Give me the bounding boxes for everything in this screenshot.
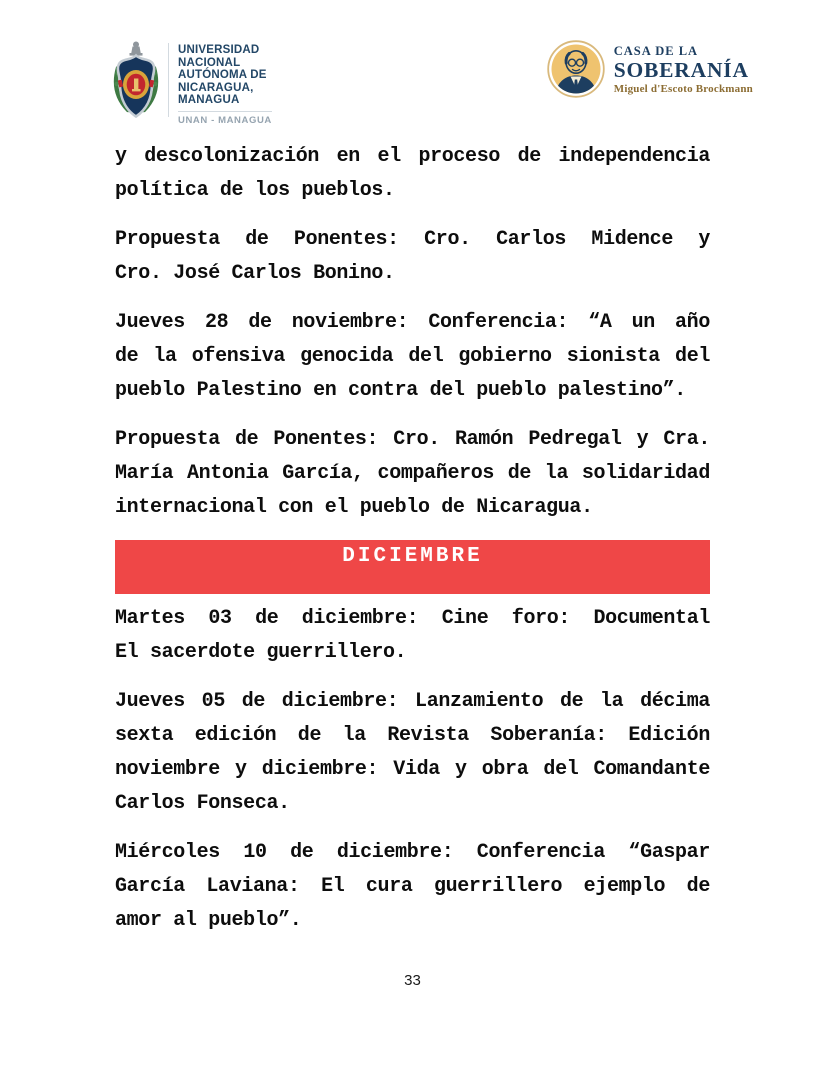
paragraph (115, 423, 710, 525)
section-banner-diciembre (115, 540, 710, 594)
text-line: amor al pueblo”. (115, 909, 302, 932)
text-line: El sacerdote guerrillero. (115, 641, 407, 664)
unan-name-line: NICARAGUA, (178, 81, 254, 94)
text-line: sexta edición de la Revista Soberanía: Edición (115, 724, 710, 747)
page-number: 33 (404, 972, 421, 989)
text-line: y descolonización en el proceso de independencia (115, 145, 710, 168)
casa-soberania-logo (547, 40, 753, 98)
unan-name-line: MANAGUA (178, 94, 240, 107)
text-line: Cro. José Carlos Bonino. (115, 262, 395, 285)
paragraph (115, 223, 710, 291)
text-line: Propuesta de Ponentes: Cro. Carlos Midence y (115, 228, 710, 251)
text-line: María Antonia García, compañeros de la solidaridad (115, 462, 710, 485)
casa-wordmark (614, 44, 753, 95)
text-line: política de los pueblos. (115, 179, 395, 202)
text-line: pueblo Palestino en contra del pueblo palestino”. (115, 379, 686, 402)
paragraph (115, 836, 710, 938)
text-line: Miércoles 10 de diciembre: Conferencia “Gaspar (115, 841, 710, 864)
unan-shield-icon (112, 40, 160, 122)
text-line: Jueves 28 de noviembre: Conferencia: “A un año (115, 311, 710, 334)
unan-logo (112, 40, 272, 126)
document-body (115, 140, 710, 990)
text-line: Propuesta de Ponentes: Cro. Ramón Pedregal y Cra. (115, 428, 710, 451)
unan-name-line: AUTÓNOMA DE (178, 69, 267, 82)
paragraph (115, 602, 710, 670)
page-header (112, 40, 753, 126)
unan-wordmark (178, 40, 272, 126)
paragraph (115, 685, 710, 821)
paragraph-group-november (115, 140, 710, 525)
text-line: noviembre y diciembre: Vida y obra del Comandante (115, 758, 710, 781)
section-banner-label: DICIEMBRE (342, 545, 483, 568)
casa-main-line: SOBERANÍA (613, 57, 749, 82)
page-footer (115, 972, 710, 990)
casa-sub-line: Miguel d'Escoto Brockmann (613, 82, 753, 95)
casa-top-line: CASA DE LA (613, 43, 699, 58)
logo-divider (168, 43, 169, 117)
text-line: García Laviana: El cura guerrillero ejemplo de (115, 875, 710, 898)
paragraph-group-december (115, 602, 710, 938)
text-line: Carlos Fonseca. (115, 792, 290, 815)
text-line: de la ofensiva genocida del gobierno sionista del (115, 345, 710, 368)
unan-acronym: UNAN - MANAGUA (178, 111, 272, 126)
paragraph (115, 306, 710, 408)
unan-name-line: NACIONAL (178, 56, 241, 69)
unan-name-line: UNIVERSIDAD (178, 44, 260, 56)
paragraph (115, 140, 710, 208)
text-line: Martes 03 de diciembre: Cine foro: Documental (115, 607, 710, 630)
miguel-descoto-portrait-icon (547, 40, 605, 98)
text-line: Jueves 05 de diciembre: Lanzamiento de la décima (115, 690, 710, 713)
text-line: internacional con el pueblo de Nicaragua. (115, 496, 593, 519)
